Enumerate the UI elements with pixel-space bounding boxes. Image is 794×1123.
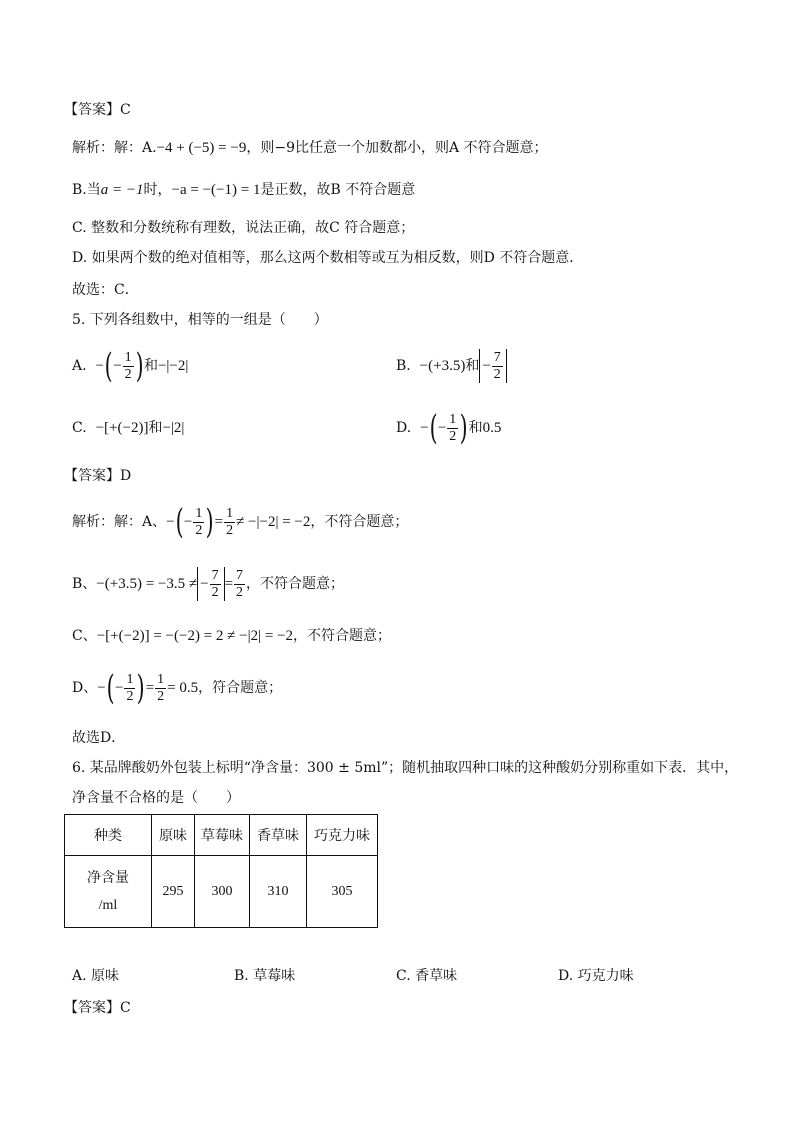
fraction-one-half: $\frac{1}{2}$ xyxy=(124,349,132,382)
table-header-cell: 种类 xyxy=(65,815,152,856)
q5-option-c: C. −[+(−2)]和−|2| xyxy=(72,420,185,436)
q6-option-a: A. 原味 xyxy=(72,968,120,984)
analysis-line-a: 解析：解：A.−4 + (−5) = −9，则−9比任意一个加数都小，则A 不符合题意； xyxy=(72,140,548,156)
answer-d-heading: 【答案】D xyxy=(64,468,132,484)
solution-line-b: B、−(+3.5) = −3.5 ≠ − $\frac{7}{2}$ = $\frac{7}{2}$ ，不符合题意； xyxy=(72,567,345,600)
solution-line-c: C、−[+(−2)] = −(−2) = 2 ≠ −|2| = −2，不符合题意； xyxy=(72,628,392,644)
analysis-line-d: D. 如果两个数的绝对值相等，那么这两个数相等或互为相反数，则D 不符合题意． xyxy=(72,250,584,266)
q5-option-d: D. −(− $\frac{1}{2}$ )和0.5 xyxy=(396,408,502,448)
solution-line-a: 解析：解：A、−(− $\frac{1}{2}$ )= $\frac{1}{2}$ ≠ −|−2| = −2，不符合题意； xyxy=(72,502,409,542)
table-header-cell: 草莓味 xyxy=(195,815,250,856)
q6-option-d: D. 巧克力味 xyxy=(558,968,634,984)
table-header-cell: 巧克力味 xyxy=(307,815,378,856)
question-6-stem-line2: 净含量不合格的是（ ） xyxy=(72,790,240,806)
table-cell: 295 xyxy=(152,856,195,928)
q5-option-a: A. −(− $\frac{1}{2}$ )和−|−2| xyxy=(72,346,189,386)
table-cell: 305 xyxy=(307,856,378,928)
analysis-line-b: B.当a = −1时，−a = −(−1) = 1是正数，故B 不符合题意 xyxy=(72,182,416,198)
table-cell: 310 xyxy=(250,856,307,928)
q5-option-b: B. −(+3.5)和 − $\frac{7}{2}$ xyxy=(396,348,507,384)
yogurt-weight-table xyxy=(64,814,378,928)
choose-d-line: 故选D． xyxy=(72,730,126,746)
question-6-stem-line1: 6. 某品牌酸奶外包装上标明“净含量：300 ± 5ml”；随机抽取四种口味的这种酸奶分别称重如下表．其中， xyxy=(72,760,739,776)
solution-line-d: D、−(− $\frac{1}{2}$ )= $\frac{1}{2}$ = 0.5，符合题意； xyxy=(72,668,283,708)
table-header-cell: 原味 xyxy=(152,815,195,856)
table-row xyxy=(65,856,378,928)
table-header-cell: 香草味 xyxy=(250,815,307,856)
q6-option-c: C. 香草味 xyxy=(396,968,458,984)
q6-option-b: B. 草莓味 xyxy=(234,968,296,984)
question-5-stem: 5. 下列各组数中，相等的一组是（ ） xyxy=(72,312,328,328)
choose-c-line: 故选：C． xyxy=(72,282,139,298)
table-cell: 300 xyxy=(195,856,250,928)
analysis-line-c: C. 整数和分数统称有理数，说法正确，故C 符合题意； xyxy=(72,220,415,236)
table-header-row xyxy=(65,815,378,856)
table-row-label: 净含量 /ml xyxy=(65,856,152,928)
answer-c-heading-2: 【答案】C xyxy=(64,1000,131,1016)
answer-c-heading: 【答案】C xyxy=(64,102,131,118)
fraction-seven-halves: $\frac{7}{2}$ xyxy=(493,349,501,382)
